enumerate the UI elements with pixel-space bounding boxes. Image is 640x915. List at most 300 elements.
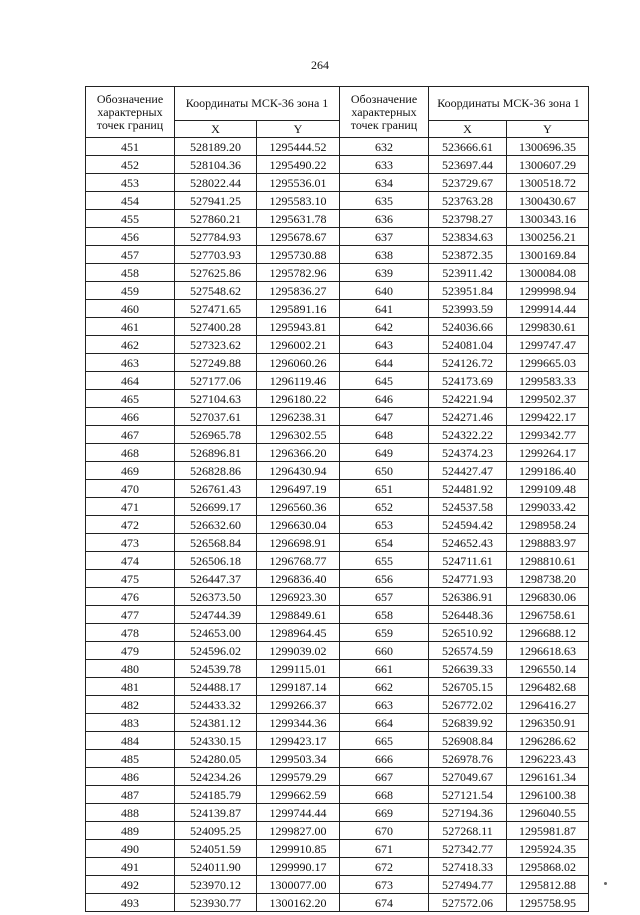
cell-point-left: 488 — [86, 804, 175, 822]
cell-y-left: 1299579.29 — [257, 768, 340, 786]
table-row — [86, 768, 589, 786]
cell-y-left: 1295631.78 — [257, 210, 340, 228]
cell-x-right: 527194.36 — [429, 804, 507, 822]
cell-x-left: 527037.61 — [175, 408, 257, 426]
cell-point-left: 486 — [86, 768, 175, 786]
cell-x-right: 523993.59 — [429, 300, 507, 318]
cell-point-left: 482 — [86, 696, 175, 714]
cell-x-right: 527572.06 — [429, 894, 507, 912]
table-row — [86, 750, 589, 768]
cell-point-right: 660 — [340, 642, 429, 660]
cell-point-left: 479 — [86, 642, 175, 660]
cell-y-left: 1299910.85 — [257, 840, 340, 858]
cell-y-right: 1300169.84 — [507, 246, 589, 264]
cell-y-right: 1298738.20 — [507, 570, 589, 588]
cell-x-right: 523763.28 — [429, 192, 507, 210]
cell-point-left: 465 — [86, 390, 175, 408]
cell-x-right: 527342.77 — [429, 840, 507, 858]
cell-x-left: 524488.17 — [175, 678, 257, 696]
cell-x-right: 526448.36 — [429, 606, 507, 624]
cell-x-right: 524652.43 — [429, 534, 507, 552]
cell-x-left: 527784.93 — [175, 228, 257, 246]
cell-point-left: 492 — [86, 876, 175, 894]
cell-y-left: 1296180.22 — [257, 390, 340, 408]
cell-y-right: 1298883.97 — [507, 534, 589, 552]
cell-point-right: 642 — [340, 318, 429, 336]
cell-y-left: 1296836.40 — [257, 570, 340, 588]
scan-speck — [604, 882, 607, 885]
cell-point-right: 640 — [340, 282, 429, 300]
cell-y-left: 1296119.46 — [257, 372, 340, 390]
cell-point-left: 483 — [86, 714, 175, 732]
table-row — [86, 894, 589, 912]
cell-y-right: 1299342.77 — [507, 426, 589, 444]
cell-x-right: 524711.61 — [429, 552, 507, 570]
cell-point-right: 661 — [340, 660, 429, 678]
cell-x-right: 523872.35 — [429, 246, 507, 264]
table-row — [86, 840, 589, 858]
cell-x-left: 526632.60 — [175, 516, 257, 534]
cell-x-left: 528022.44 — [175, 174, 257, 192]
cell-x-right: 527494.77 — [429, 876, 507, 894]
cell-x-right: 524322.22 — [429, 426, 507, 444]
cell-x-left: 526965.78 — [175, 426, 257, 444]
cell-y-right: 1295924.35 — [507, 840, 589, 858]
cell-point-left: 490 — [86, 840, 175, 858]
table-row — [86, 336, 589, 354]
cell-point-right: 633 — [340, 156, 429, 174]
cell-point-right: 664 — [340, 714, 429, 732]
cell-point-left: 484 — [86, 732, 175, 750]
cell-y-left: 1295891.16 — [257, 300, 340, 318]
cell-x-right: 526839.92 — [429, 714, 507, 732]
cell-point-left: 452 — [86, 156, 175, 174]
cell-point-left: 466 — [86, 408, 175, 426]
cell-x-left: 524653.00 — [175, 624, 257, 642]
cell-x-left: 527625.86 — [175, 264, 257, 282]
table-row — [86, 498, 589, 516]
cell-x-right: 526705.15 — [429, 678, 507, 696]
cell-y-left: 1298964.45 — [257, 624, 340, 642]
cell-y-right: 1295868.02 — [507, 858, 589, 876]
coordinates-table — [85, 86, 589, 912]
table-row — [86, 822, 589, 840]
cell-point-right: 657 — [340, 588, 429, 606]
header-x-left: X — [175, 121, 257, 138]
cell-x-right: 527121.54 — [429, 786, 507, 804]
cell-y-left: 1299039.02 — [257, 642, 340, 660]
cell-y-left: 1299990.17 — [257, 858, 340, 876]
cell-point-left: 470 — [86, 480, 175, 498]
cell-point-right: 659 — [340, 624, 429, 642]
cell-point-right: 641 — [340, 300, 429, 318]
cell-y-left: 1295836.27 — [257, 282, 340, 300]
cell-x-left: 527177.06 — [175, 372, 257, 390]
table-row — [86, 390, 589, 408]
cell-point-right: 647 — [340, 408, 429, 426]
cell-y-left: 1298849.61 — [257, 606, 340, 624]
cell-y-left: 1296768.77 — [257, 552, 340, 570]
cell-point-left: 487 — [86, 786, 175, 804]
table-row — [86, 246, 589, 264]
cell-point-right: 654 — [340, 534, 429, 552]
table-row — [86, 282, 589, 300]
cell-y-right: 1296550.14 — [507, 660, 589, 678]
cell-x-left: 527548.62 — [175, 282, 257, 300]
cell-x-left: 524051.59 — [175, 840, 257, 858]
cell-y-left: 1296060.26 — [257, 354, 340, 372]
cell-x-left: 524280.05 — [175, 750, 257, 768]
header-coordinates-right: Координаты МСК-36 зона 1 — [429, 87, 589, 121]
cell-x-right: 523798.27 — [429, 210, 507, 228]
cell-point-right: 639 — [340, 264, 429, 282]
cell-y-left: 1296630.04 — [257, 516, 340, 534]
table-row — [86, 354, 589, 372]
cell-point-right: 673 — [340, 876, 429, 894]
cell-point-right: 635 — [340, 192, 429, 210]
table-row — [86, 534, 589, 552]
cell-point-right: 636 — [340, 210, 429, 228]
cell-point-left: 468 — [86, 444, 175, 462]
cell-y-right: 1299998.94 — [507, 282, 589, 300]
cell-point-right: 668 — [340, 786, 429, 804]
table-row — [86, 264, 589, 282]
cell-y-right: 1300607.29 — [507, 156, 589, 174]
cell-x-left: 523930.77 — [175, 894, 257, 912]
cell-y-right: 1299830.61 — [507, 318, 589, 336]
table-row — [86, 876, 589, 894]
cell-y-right: 1300518.72 — [507, 174, 589, 192]
cell-point-right: 644 — [340, 354, 429, 372]
cell-y-right: 1296830.06 — [507, 588, 589, 606]
cell-x-left: 526506.18 — [175, 552, 257, 570]
cell-x-left: 527471.65 — [175, 300, 257, 318]
cell-y-left: 1295583.10 — [257, 192, 340, 210]
cell-point-left: 481 — [86, 678, 175, 696]
cell-x-right: 524481.92 — [429, 480, 507, 498]
header-designation-left: Обозначение характерных точек границ — [86, 87, 175, 138]
cell-x-right: 524081.04 — [429, 336, 507, 354]
table-row — [86, 732, 589, 750]
cell-x-left: 524185.79 — [175, 786, 257, 804]
cell-x-left: 526699.17 — [175, 498, 257, 516]
table-row — [86, 462, 589, 480]
cell-point-right: 653 — [340, 516, 429, 534]
cell-point-left: 493 — [86, 894, 175, 912]
cell-x-left: 524744.39 — [175, 606, 257, 624]
cell-y-left: 1299344.36 — [257, 714, 340, 732]
cell-y-right: 1299583.33 — [507, 372, 589, 390]
table-row — [86, 624, 589, 642]
cell-x-left: 527703.93 — [175, 246, 257, 264]
table-row — [86, 228, 589, 246]
cell-y-left: 1300162.20 — [257, 894, 340, 912]
cell-point-right: 658 — [340, 606, 429, 624]
table-row — [86, 642, 589, 660]
cell-x-left: 527941.25 — [175, 192, 257, 210]
table-row — [86, 696, 589, 714]
cell-y-left: 1299744.44 — [257, 804, 340, 822]
page-number: 264 — [311, 58, 329, 72]
cell-y-right: 1296688.12 — [507, 624, 589, 642]
cell-y-right: 1295981.87 — [507, 822, 589, 840]
cell-x-left: 524234.26 — [175, 768, 257, 786]
cell-x-left: 523970.12 — [175, 876, 257, 894]
cell-point-right: 650 — [340, 462, 429, 480]
cell-x-left: 524596.02 — [175, 642, 257, 660]
cell-point-right: 652 — [340, 498, 429, 516]
cell-x-left: 526568.84 — [175, 534, 257, 552]
cell-y-left: 1295730.88 — [257, 246, 340, 264]
cell-y-right: 1299422.17 — [507, 408, 589, 426]
cell-x-left: 527104.63 — [175, 390, 257, 408]
cell-point-right: 632 — [340, 138, 429, 156]
cell-x-left: 527249.88 — [175, 354, 257, 372]
cell-point-left: 480 — [86, 660, 175, 678]
cell-y-left: 1296002.21 — [257, 336, 340, 354]
cell-point-right: 646 — [340, 390, 429, 408]
cell-x-right: 523834.63 — [429, 228, 507, 246]
cell-y-right: 1295812.88 — [507, 876, 589, 894]
cell-x-left: 524139.87 — [175, 804, 257, 822]
cell-y-right: 1299747.47 — [507, 336, 589, 354]
cell-x-left: 526896.81 — [175, 444, 257, 462]
cell-point-left: 451 — [86, 138, 175, 156]
cell-y-left: 1295943.81 — [257, 318, 340, 336]
cell-x-left: 526373.50 — [175, 588, 257, 606]
table-row — [86, 156, 589, 174]
cell-y-right: 1296161.34 — [507, 768, 589, 786]
cell-point-left: 473 — [86, 534, 175, 552]
cell-point-right: 671 — [340, 840, 429, 858]
cell-x-left: 527860.21 — [175, 210, 257, 228]
cell-y-left: 1299827.00 — [257, 822, 340, 840]
cell-y-right: 1300084.08 — [507, 264, 589, 282]
table-row — [86, 660, 589, 678]
table-row — [86, 138, 589, 156]
table-row — [86, 786, 589, 804]
table-row — [86, 714, 589, 732]
cell-point-left: 474 — [86, 552, 175, 570]
cell-point-left: 461 — [86, 318, 175, 336]
cell-y-right: 1296482.68 — [507, 678, 589, 696]
cell-point-left: 489 — [86, 822, 175, 840]
cell-y-right: 1299109.48 — [507, 480, 589, 498]
cell-y-right: 1296223.43 — [507, 750, 589, 768]
cell-x-right: 524594.42 — [429, 516, 507, 534]
cell-x-right: 524036.66 — [429, 318, 507, 336]
table-row — [86, 606, 589, 624]
cell-y-right: 1299033.42 — [507, 498, 589, 516]
cell-y-left: 1295490.22 — [257, 156, 340, 174]
cell-point-left: 453 — [86, 174, 175, 192]
cell-y-left: 1296302.55 — [257, 426, 340, 444]
cell-point-left: 464 — [86, 372, 175, 390]
table-row — [86, 570, 589, 588]
cell-point-left: 463 — [86, 354, 175, 372]
cell-x-right: 524771.93 — [429, 570, 507, 588]
cell-x-right: 523729.67 — [429, 174, 507, 192]
cell-x-right: 524221.94 — [429, 390, 507, 408]
cell-x-right: 527418.33 — [429, 858, 507, 876]
table-row — [86, 318, 589, 336]
cell-point-left: 491 — [86, 858, 175, 876]
cell-point-right: 634 — [340, 174, 429, 192]
table-row — [86, 552, 589, 570]
cell-x-left: 524539.78 — [175, 660, 257, 678]
cell-point-left: 476 — [86, 588, 175, 606]
cell-point-left: 455 — [86, 210, 175, 228]
cell-y-left: 1296560.36 — [257, 498, 340, 516]
cell-point-left: 485 — [86, 750, 175, 768]
cell-y-left: 1299503.34 — [257, 750, 340, 768]
cell-y-right: 1296416.27 — [507, 696, 589, 714]
table-row — [86, 516, 589, 534]
cell-y-right: 1299665.03 — [507, 354, 589, 372]
cell-y-left: 1299423.17 — [257, 732, 340, 750]
cell-point-left: 467 — [86, 426, 175, 444]
cell-point-left: 459 — [86, 282, 175, 300]
cell-y-right: 1296040.55 — [507, 804, 589, 822]
cell-point-right: 638 — [340, 246, 429, 264]
table-row — [86, 678, 589, 696]
cell-x-right: 524374.23 — [429, 444, 507, 462]
cell-point-right: 649 — [340, 444, 429, 462]
table-row — [86, 426, 589, 444]
cell-point-right: 648 — [340, 426, 429, 444]
cell-point-left: 456 — [86, 228, 175, 246]
cell-point-right: 667 — [340, 768, 429, 786]
cell-y-left: 1299662.59 — [257, 786, 340, 804]
cell-x-right: 523911.42 — [429, 264, 507, 282]
table-row — [86, 588, 589, 606]
cell-y-right: 1295758.95 — [507, 894, 589, 912]
cell-x-right: 526510.92 — [429, 624, 507, 642]
cell-x-left: 526447.37 — [175, 570, 257, 588]
table-row — [86, 174, 589, 192]
cell-y-left: 1299266.37 — [257, 696, 340, 714]
cell-y-left: 1299187.14 — [257, 678, 340, 696]
cell-x-left: 524381.12 — [175, 714, 257, 732]
cell-x-right: 523666.61 — [429, 138, 507, 156]
cell-point-left: 460 — [86, 300, 175, 318]
cell-y-left: 1296497.19 — [257, 480, 340, 498]
cell-x-left: 524095.25 — [175, 822, 257, 840]
table-row — [86, 804, 589, 822]
cell-x-right: 524427.47 — [429, 462, 507, 480]
cell-y-right: 1300430.67 — [507, 192, 589, 210]
cell-y-left: 1296366.20 — [257, 444, 340, 462]
cell-point-right: 637 — [340, 228, 429, 246]
cell-x-left: 524011.90 — [175, 858, 257, 876]
cell-y-left: 1295536.01 — [257, 174, 340, 192]
cell-y-right: 1299502.37 — [507, 390, 589, 408]
cell-y-right: 1296618.63 — [507, 642, 589, 660]
table-row — [86, 480, 589, 498]
cell-x-right: 523951.84 — [429, 282, 507, 300]
cell-x-right: 526772.02 — [429, 696, 507, 714]
cell-x-right: 526574.59 — [429, 642, 507, 660]
cell-y-right: 1300343.16 — [507, 210, 589, 228]
table-row — [86, 210, 589, 228]
cell-point-left: 454 — [86, 192, 175, 210]
cell-x-right: 526978.76 — [429, 750, 507, 768]
cell-x-right: 524271.46 — [429, 408, 507, 426]
cell-point-right: 665 — [340, 732, 429, 750]
cell-y-left: 1295678.67 — [257, 228, 340, 246]
cell-point-right: 669 — [340, 804, 429, 822]
cell-point-left: 457 — [86, 246, 175, 264]
cell-y-right: 1300696.35 — [507, 138, 589, 156]
cell-y-left: 1300077.00 — [257, 876, 340, 894]
table-row — [86, 192, 589, 210]
cell-y-right: 1298958.24 — [507, 516, 589, 534]
table-row — [86, 372, 589, 390]
cell-x-right: 524173.69 — [429, 372, 507, 390]
cell-point-right: 663 — [340, 696, 429, 714]
cell-point-left: 475 — [86, 570, 175, 588]
header-y-right: Y — [507, 121, 589, 138]
cell-x-left: 528104.36 — [175, 156, 257, 174]
cell-x-right: 527049.67 — [429, 768, 507, 786]
cell-x-left: 527400.28 — [175, 318, 257, 336]
cell-x-left: 526828.86 — [175, 462, 257, 480]
cell-point-right: 662 — [340, 678, 429, 696]
table-body — [86, 138, 589, 912]
cell-x-right: 524537.58 — [429, 498, 507, 516]
cell-point-left: 471 — [86, 498, 175, 516]
cell-x-right: 524126.72 — [429, 354, 507, 372]
cell-x-right: 523697.44 — [429, 156, 507, 174]
cell-x-left: 528189.20 — [175, 138, 257, 156]
cell-y-right: 1296100.38 — [507, 786, 589, 804]
cell-point-right: 656 — [340, 570, 429, 588]
cell-point-left: 472 — [86, 516, 175, 534]
cell-y-right: 1299264.17 — [507, 444, 589, 462]
header-coordinates-left: Координаты МСК-36 зона 1 — [175, 87, 340, 121]
cell-y-right: 1298810.61 — [507, 552, 589, 570]
table-row — [86, 300, 589, 318]
cell-point-right: 666 — [340, 750, 429, 768]
cell-y-left: 1295444.52 — [257, 138, 340, 156]
cell-point-right: 672 — [340, 858, 429, 876]
header-x-right: X — [429, 121, 507, 138]
cell-x-right: 526908.84 — [429, 732, 507, 750]
cell-x-right: 526386.91 — [429, 588, 507, 606]
cell-y-right: 1296286.62 — [507, 732, 589, 750]
cell-y-right: 1300256.21 — [507, 228, 589, 246]
cell-point-right: 670 — [340, 822, 429, 840]
cell-point-right: 655 — [340, 552, 429, 570]
cell-y-left: 1299115.01 — [257, 660, 340, 678]
cell-y-left: 1296698.91 — [257, 534, 340, 552]
cell-y-left: 1296238.31 — [257, 408, 340, 426]
table-row — [86, 858, 589, 876]
header-y-left: Y — [257, 121, 340, 138]
cell-point-right: 651 — [340, 480, 429, 498]
cell-y-left: 1296923.30 — [257, 588, 340, 606]
cell-x-left: 526761.43 — [175, 480, 257, 498]
cell-point-right: 645 — [340, 372, 429, 390]
cell-point-right: 674 — [340, 894, 429, 912]
cell-x-right: 527268.11 — [429, 822, 507, 840]
cell-y-right: 1296350.91 — [507, 714, 589, 732]
cell-x-left: 524433.32 — [175, 696, 257, 714]
table-row — [86, 408, 589, 426]
cell-y-left: 1296430.94 — [257, 462, 340, 480]
table-row — [86, 444, 589, 462]
cell-x-left: 527323.62 — [175, 336, 257, 354]
